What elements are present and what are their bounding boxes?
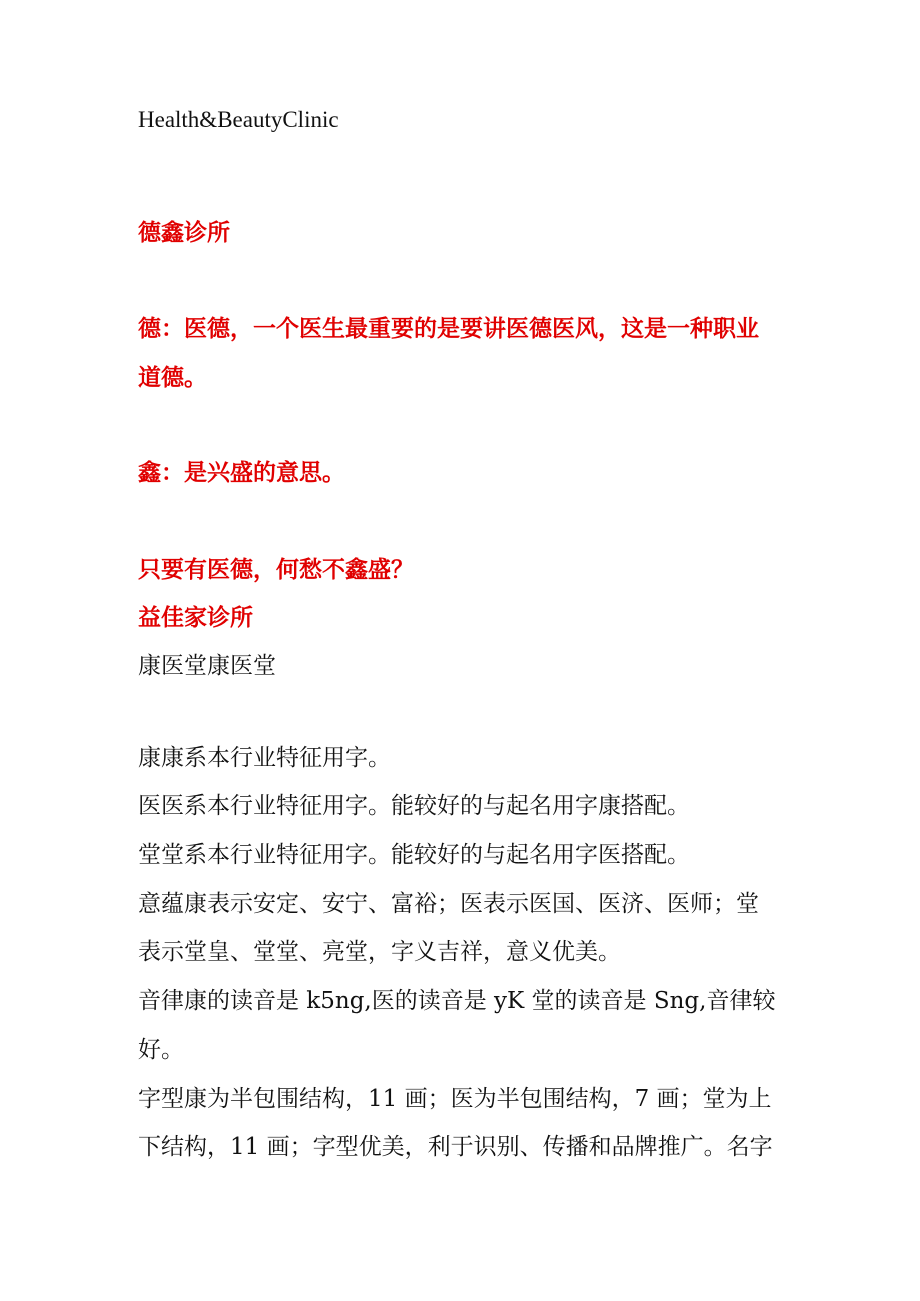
de-explanation-line1: 德：医德，一个医生最重要的是要讲医德医风，这是一种职业 <box>138 316 759 342</box>
slogan: 只要有医德，何愁不鑫盛？ <box>138 557 414 583</box>
clinic-name-kangyitang: 康医堂康医堂 <box>138 653 276 679</box>
shape-line1: 字型康为半包围结构，11 画；医为半包围结构，7 画；堂为上 <box>138 1086 772 1112</box>
meaning-line2: 表示堂皇、堂堂、亮堂，字义吉祥，意义优美。 <box>138 939 621 965</box>
xin-explanation: 鑫：是兴盛的意思。 <box>138 460 345 486</box>
yi-char-note: 医医系本行业特征用字。能较好的与起名用字康搭配。 <box>138 793 690 819</box>
kang-char-note: 康康系本行业特征用字。 <box>138 745 391 771</box>
clinic-name-dexin: 德鑫诊所 <box>138 220 230 246</box>
meaning-line1: 意蕴康表示安定、安宁、富裕；医表示医国、医济、医师；堂 <box>138 891 759 917</box>
de-explanation-line2: 道德。 <box>138 365 207 391</box>
clinic-name-yijiajia: 益佳家诊所 <box>138 605 253 631</box>
sound-line1: 音律康的读音是 k5ng,医的读音是 yK 堂的读音是 Sng,音律较 <box>138 988 776 1014</box>
sound-line2: 好。 <box>138 1037 184 1063</box>
tang-char-note: 堂堂系本行业特征用字。能较好的与起名用字医搭配。 <box>138 842 690 868</box>
header-english: Health&BeautyClinic <box>138 107 339 132</box>
shape-line2: 下结构，11 画；字型优美，利于识别、传播和品牌推广。名字 <box>138 1134 773 1160</box>
